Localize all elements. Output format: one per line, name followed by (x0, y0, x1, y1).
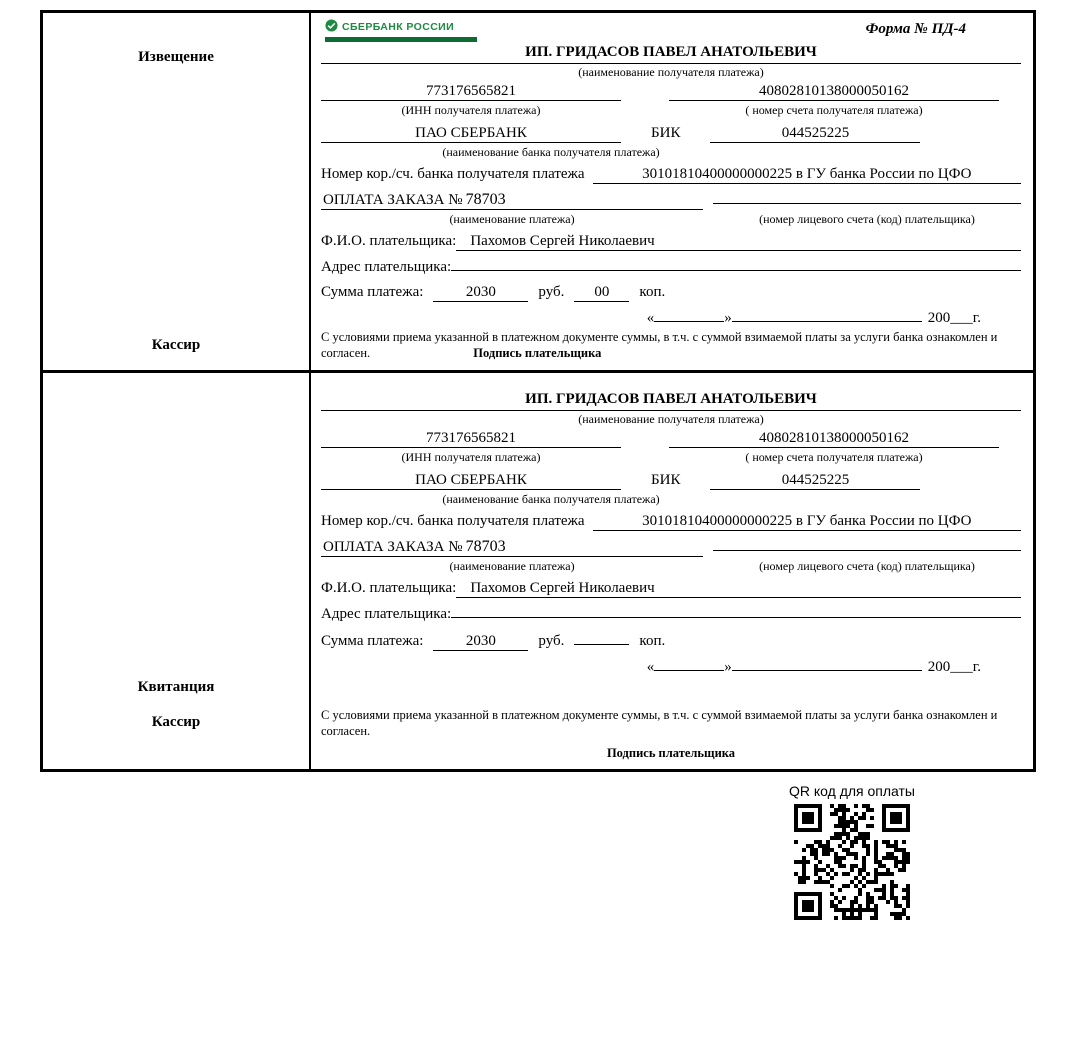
corr-account-row (321, 166, 1021, 184)
recipient-caption: (наименование получателя платежа) (578, 411, 764, 426)
payer-name-row (321, 580, 1021, 598)
inn-caption: (ИНН получателя платежа) (401, 449, 541, 464)
inn-caption: (ИНН получателя платежа) (401, 103, 541, 117)
bik-value: 044525225 (710, 472, 920, 490)
date-month-blank (732, 321, 922, 322)
qr-section (752, 783, 952, 924)
amount-label: Сумма платежа: (321, 632, 424, 649)
receipt-left-column (43, 373, 311, 769)
bank-caption-row (321, 145, 1021, 160)
account-value: 40802810138000050162 (669, 83, 999, 101)
quote-open: « (646, 658, 655, 675)
bank-caption-row (321, 492, 1021, 507)
purpose-captions-row (321, 212, 1021, 227)
amount-kop-value (574, 631, 629, 645)
agreement-text: С условиями приема указанной в платежном документе суммы, в т.ч. с суммой взимаемой платы за услуги банка ознакомлен и согласен. (321, 708, 998, 739)
payment-purpose (321, 191, 703, 210)
notice-label: Извещение (138, 49, 214, 65)
agreement-block (321, 329, 1021, 362)
bik-value: 044525225 (710, 125, 920, 143)
qr-label: QR код для оплаты (788, 783, 915, 799)
account-caption: ( номер счета получателя платежа) (745, 449, 923, 464)
bank-caption: (наименование банка получателя платежа) (442, 491, 660, 506)
quote-close: » (724, 658, 732, 675)
bank-name-value: ПАО СБЕРБАНК (321, 125, 621, 143)
payment-caption: (наименование платежа) (449, 212, 575, 226)
signature-label: Подпись плательщика (606, 745, 736, 760)
rub-label: руб. (538, 284, 565, 300)
payer-name-label: Ф.И.О. плательщика: (321, 579, 457, 596)
payment-purpose-row (321, 538, 1021, 557)
date-row (321, 659, 1021, 676)
qr-code (794, 804, 910, 920)
corr-label: Номер кор./сч. банка получателя платежа (321, 512, 585, 529)
account-value: 40802810138000050162 (669, 430, 999, 448)
kop-label: коп. (639, 284, 666, 300)
date-day-blank (654, 321, 724, 322)
recipient-caption: (наименование получателя платежа) (578, 65, 764, 79)
bik-label: БИК (651, 125, 681, 141)
payer-address-value (451, 270, 1021, 271)
payment-purpose (321, 538, 703, 557)
bank-name-value: ПАО СБЕРБАНК (321, 472, 621, 490)
payer-code-caption: (номер лицевого счета (код) плательщика) (759, 558, 975, 573)
amount-rub-value: 2030 (433, 284, 528, 302)
sberbank-logo-text: СБЕРБАНК РОССИИ (342, 21, 455, 33)
corr-value: 30101810400000000225 в ГУ банка России по ЦФО (593, 513, 1021, 531)
payer-address-row (321, 259, 1021, 276)
payer-name-value: Пахомов Сергей Николаевич (456, 580, 1021, 598)
receipt-section (43, 373, 1033, 769)
year-label: 200___г. (927, 658, 981, 675)
inn-value: 773176565821 (321, 430, 621, 448)
cashier-label: Кассир (151, 713, 201, 730)
amount-row (321, 631, 1021, 651)
inn-value: 773176565821 (321, 83, 621, 101)
payer-name-value: Пахомов Сергей Николаевич (456, 233, 1021, 251)
amount-row (321, 284, 1021, 302)
receipt-label: Квитанция (137, 678, 215, 695)
notice-left-column (43, 13, 311, 370)
payer-address-label: Адрес плательщика: (321, 605, 452, 622)
purpose-label: ОПЛАТА ЗАКАЗА № (323, 192, 463, 208)
inn-account-row (321, 83, 1021, 101)
agreement-text: С условиями приема указанной в платежном документе суммы, в т.ч. с суммой взимаемой платы за услуги банка ознакомлен и согласен. (321, 330, 998, 361)
date-month-blank (732, 670, 922, 671)
amount-kop-value: 00 (574, 284, 629, 302)
corr-value: 30101810400000000225 в ГУ банка России по ЦФО (593, 166, 1021, 184)
agreement-block (321, 707, 1021, 740)
account-caption: ( номер счета получателя платежа) (745, 103, 923, 117)
amount-rub-value: 2030 (433, 633, 528, 651)
quote-open: « (646, 310, 655, 326)
form-title: Форма № ПД-4 (865, 21, 966, 37)
year-label: 200___г. (927, 310, 981, 326)
pd4-form (40, 10, 1036, 772)
payer-address-row (321, 606, 1021, 623)
amount-label: Сумма платежа: (321, 284, 424, 300)
recipient-name: ИП. ГРИДАСОВ ПАВЕЛ АНАТОЛЬЕВИЧ (321, 44, 1021, 64)
corr-label: Номер кор./сч. банка получателя платежа (321, 166, 585, 182)
sberbank-logo-bar (325, 37, 477, 42)
bank-row (321, 125, 1021, 143)
date-row (321, 310, 1021, 327)
sberbank-logo (325, 19, 477, 42)
inn-account-row (321, 430, 1021, 448)
rub-label: руб. (538, 632, 565, 649)
recipient-name: ИП. ГРИДАСОВ ПАВЕЛ АНАТОЛЬЕВИЧ (321, 391, 1021, 411)
payer-address-label: Адрес плательщика: (321, 259, 452, 275)
order-number: 78703 (465, 537, 506, 555)
cashier-label: Кассир (151, 336, 201, 353)
notice-content (311, 13, 1033, 370)
order-number: 78703 (465, 191, 506, 208)
purpose-label: ОПЛАТА ЗАКАЗА № (323, 538, 463, 555)
notice-section (43, 13, 1033, 373)
payer-code-caption: (номер лицевого счета (код) плательщика) (759, 212, 975, 226)
inn-account-captions (321, 103, 1021, 118)
payment-purpose-row (321, 191, 1021, 210)
sberbank-logo-line (325, 19, 477, 35)
inn-account-captions (321, 450, 1021, 465)
bank-caption: (наименование банка получателя платежа) (442, 145, 660, 159)
kop-label: коп. (639, 632, 666, 649)
corr-account-row (321, 513, 1021, 531)
receipt-content (311, 373, 1033, 769)
signature-label: Подпись плательщика (473, 346, 602, 361)
notice-header-row (321, 19, 1021, 42)
payer-code-blank-line (713, 550, 1021, 551)
payment-caption: (наименование платежа) (449, 558, 575, 573)
payer-address-value (451, 617, 1021, 618)
payer-name-row (321, 233, 1021, 251)
bik-label: БИК (651, 471, 681, 488)
payer-name-label: Ф.И.О. плательщика: (321, 233, 457, 249)
bank-row (321, 472, 1021, 490)
sberbank-logo-icon (325, 19, 338, 35)
date-day-blank (654, 670, 724, 671)
quote-close: » (724, 310, 732, 326)
purpose-captions-row (321, 559, 1021, 574)
payer-code-blank-line (713, 203, 1021, 204)
